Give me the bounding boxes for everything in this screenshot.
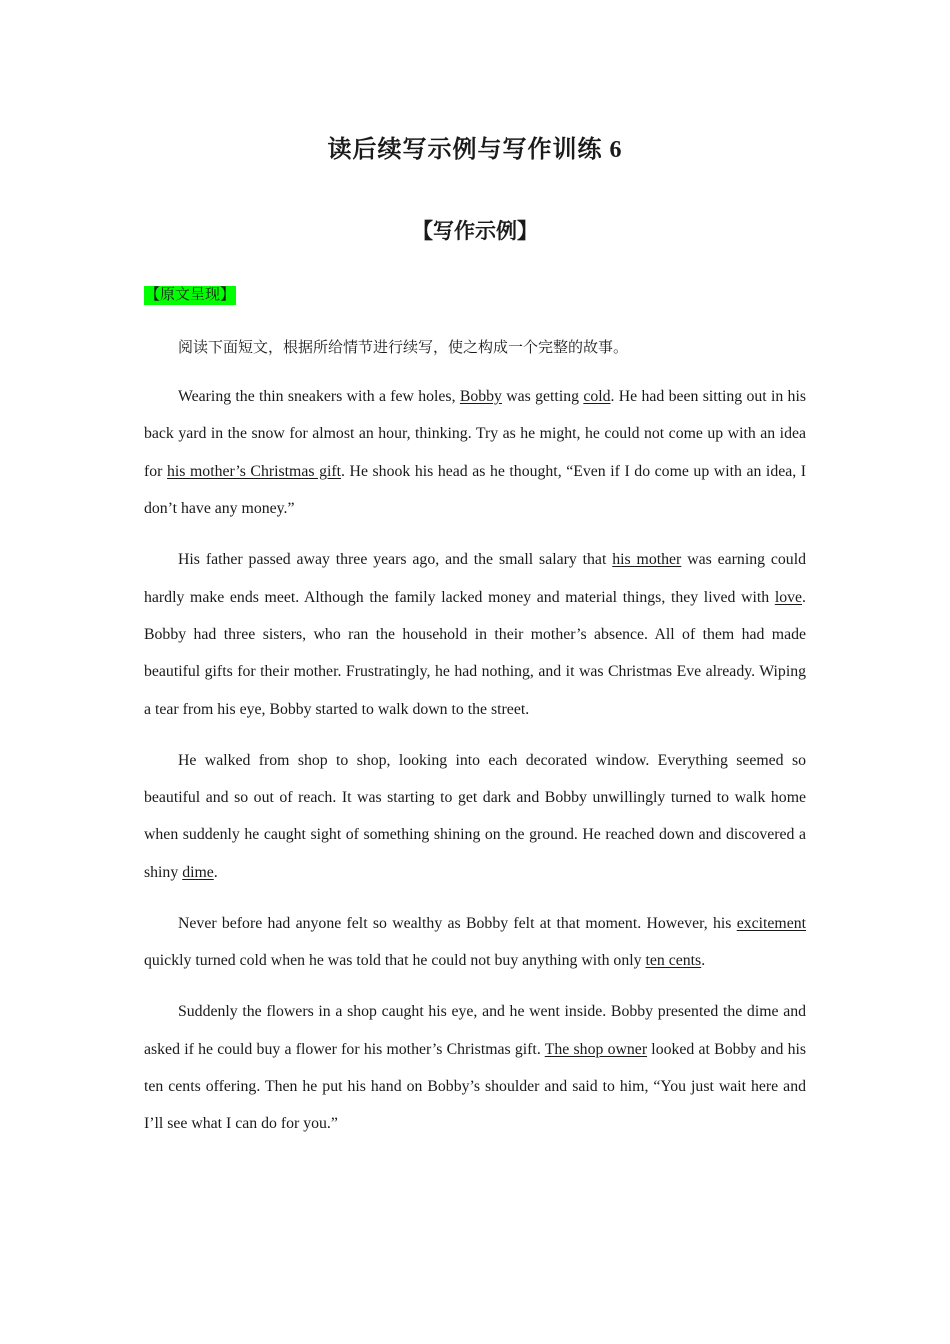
text-run: Never before had anyone felt so wealthy as Bobby felt at that moment. However, his <box>178 914 737 932</box>
underlined-keyword: love <box>774 588 803 606</box>
story-paragraph <box>144 541 806 728</box>
section-heading: 【写作示例】 <box>412 219 538 243</box>
underlined-keyword: his mother’s Christmas gift <box>167 462 342 480</box>
underlined-keyword: cold <box>583 388 611 405</box>
story-paragraph <box>144 742 806 892</box>
text-run: . He had been sitting out in his back yard in the snow for almost an hour, thinking. Try as he might, he could not come up with an idea for <box>144 388 806 480</box>
underlined-keyword: excitement <box>736 914 806 932</box>
text-run: . Bobby had three sisters, who ran the household in their mother’s absence. All of them had made beautiful gifts for their mother. Frustratingly, he had nothing, and it was Christmas Eve already. Wiping a tear from his eye, Bobby started to walk down to the street. <box>144 588 806 718</box>
underlined-keyword: dime <box>182 863 214 881</box>
underlined-keyword: Bobby <box>459 388 502 405</box>
text-run: Suddenly the flowers in a shop caught his eye, and he went inside. Bobby presented the dime and asked if he could buy a flower for his mother’s Christmas gift. <box>144 1003 806 1058</box>
task-instruction: 阅读下面短文，根据所给情节进行续写，使之构成一个完整的故事。 <box>178 340 629 356</box>
text-run: . He shook his head as he thought, “Even if I do come up with an idea, I don’t have any money.” <box>144 462 807 518</box>
highlighted-section-tag: 【原文呈现】 <box>145 287 236 303</box>
text-run: His father passed away three years ago, and the small salary that <box>178 551 613 569</box>
text-run: He walked from shop to shop, looking into each decorated window. Everything seemed so beautiful and so out of reach. It was starting to get dark and Bobby unwillingly turned to walk home when suddenly he caught sight of something shining on the ground. He reached down and discovered a shiny <box>144 751 806 881</box>
story-text <box>144 378 806 1156</box>
document-title: 读后续写示例与写作训练 6 <box>327 137 623 163</box>
underlined-keyword: ten cents <box>645 952 702 970</box>
story-paragraph <box>144 378 806 528</box>
text-run: looked at Bobby and his ten cents offering. Then he put his hand on Bobby’s shoulder and said to him, “You just wait here and I’ll see what I can do for you.” <box>144 1040 807 1133</box>
text-run: Wearing the thin sneakers with a few holes, <box>178 388 460 405</box>
text-run: . <box>701 952 706 970</box>
story-paragraph <box>144 993 806 1143</box>
text-run: . <box>213 863 218 881</box>
text-run: was getting <box>501 388 584 405</box>
story-paragraph <box>144 905 806 980</box>
underlined-keyword: his mother <box>612 551 682 569</box>
text-run: quickly turned cold when he was told that he could not buy anything with only <box>144 952 646 970</box>
underlined-keyword: The shop owner <box>544 1040 648 1058</box>
text-run: was earning could hardly make ends meet. Although the family lacked money and material things, they lived with <box>144 551 806 606</box>
